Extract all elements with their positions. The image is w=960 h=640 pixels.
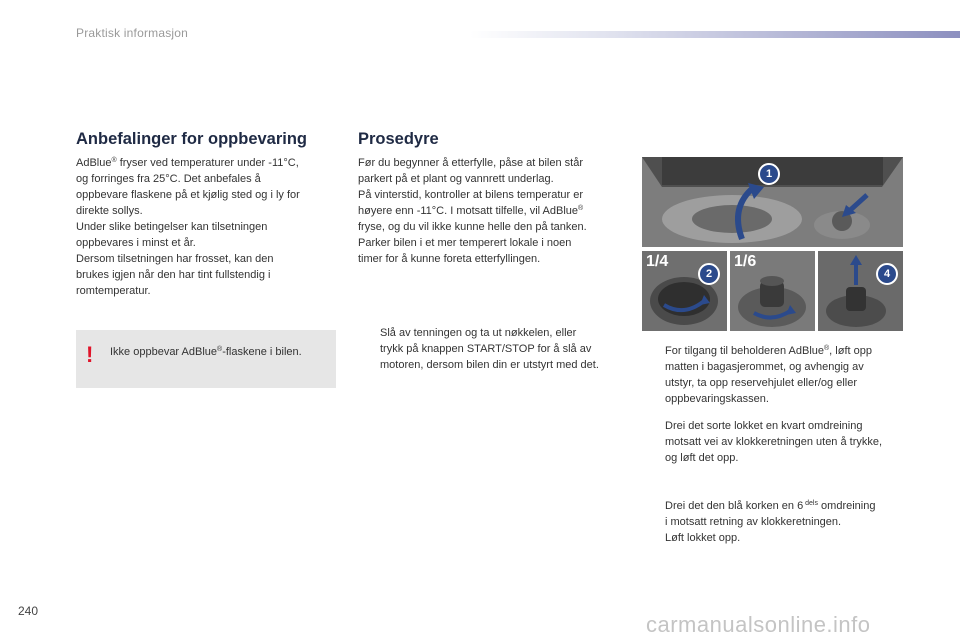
storage-paragraph: AdBlue® fryser ved temperaturer under -11°C, og forringes fra 25°C. Det anbefales å oppbevare flaskene på et kjølig sted og i ly for direkte sollys. Under slike betingelser kan tilsetningen oppbevares i minst et år. Dersom tilsetningen har frosset, kan den brukes igjen når den har tint fullstendig i romtemperatur. bbox=[76, 157, 300, 297]
warning-icon: ! bbox=[86, 342, 94, 367]
sixth-turn-label: 1/6 bbox=[734, 253, 757, 270]
step-lift-lid: Løft lokket opp. bbox=[665, 532, 741, 544]
warning-text: Ikke oppbevar AdBlue®-flaskene i bilen. bbox=[110, 346, 302, 358]
step-badge-4: 4 bbox=[876, 263, 898, 285]
step-turn-black-lid: Drei det sorte lokket en kvart omdreining motsatt vei av klokkeretningen uten å trykke, og løft det opp. bbox=[665, 420, 883, 464]
watermark: carmanualsonline.info bbox=[646, 612, 871, 637]
procedure-intro: Før du begynner å etterfylle, påse at bilen står parkert på et plant og vannrett underlag. På vinterstid, kontroller at bilens temperatur er høyere enn -11°C. I motsatt tilfelle, vil AdBlue® fryse, og du vil ikke kunne helle den på tanken. Parker bilen i et mer temperert lokale i noen timer for å kunne foreta etterfyllingen. bbox=[358, 157, 587, 265]
page-number: 240 bbox=[18, 604, 39, 618]
step-switch-off: Slå av tenningen og ta ut nøkkelen, eller trykk på knappen START/STOP for å slå av motoren, dersom bilen din er utstyrt med det. bbox=[380, 327, 599, 371]
quarter-turn-label: 1/4 bbox=[646, 253, 669, 270]
step-badge-1: 1 bbox=[758, 163, 780, 185]
step-access-tank: For tilgang til beholderen AdBlue®, løft opp matten i bagasjerommet, og avhengig av utstyr, ta opp reservehjulet eller/og eller oppbevaringskassen. bbox=[665, 345, 872, 405]
cap-sixth-turn-photo bbox=[730, 251, 815, 331]
storage-heading: Anbefalinger for oppbevaring bbox=[76, 130, 308, 148]
step-badge-2: 2 bbox=[698, 263, 720, 285]
cap-quarter-turn-photo bbox=[642, 251, 727, 331]
warning-box bbox=[76, 330, 336, 388]
section-title: Praktisk informasjon bbox=[76, 26, 189, 40]
procedure-heading: Prosedyre bbox=[358, 130, 439, 148]
trunk-photo bbox=[642, 157, 903, 247]
header-gradient-bar bbox=[470, 31, 960, 38]
step-turn-blue-cap: Drei det den blå korken en 6 $^{dels}$ omdreining i motsatt retning av klokkeretningen. bbox=[665, 500, 876, 528]
lift-cap-photo bbox=[818, 251, 903, 331]
